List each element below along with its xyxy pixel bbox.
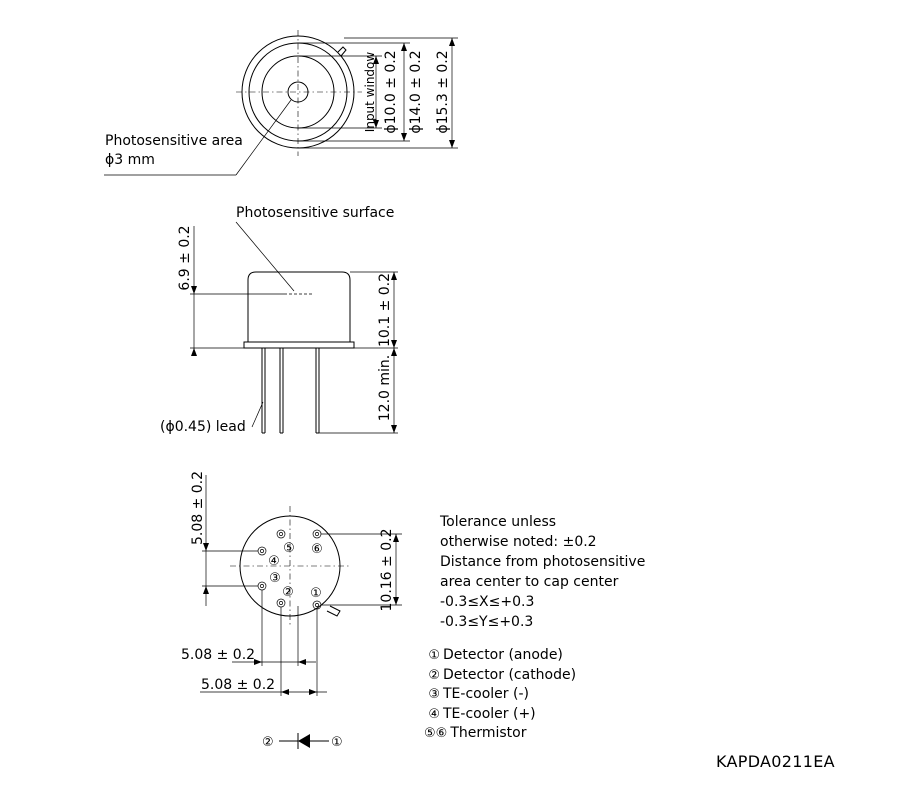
pin-number-6: ⑥ xyxy=(311,542,323,557)
lead-leader xyxy=(252,402,263,427)
dim-lead-length-text: 12.0 min. xyxy=(377,354,393,422)
pin-number-1: ① xyxy=(310,586,322,601)
leads xyxy=(262,348,319,433)
pin-number-3: ③ xyxy=(269,571,281,586)
photosensitive-area-size: ϕ3 mm xyxy=(105,152,155,168)
pin-legend-label: Detector (anode) xyxy=(443,647,563,663)
pin-legend-item xyxy=(424,646,576,666)
dim-height-text: 10.1 ± 0.2 xyxy=(377,272,393,348)
pin-number-4: ④ xyxy=(268,554,280,569)
side-view xyxy=(160,205,398,435)
area-leader xyxy=(236,100,291,175)
surface-leader xyxy=(236,222,294,291)
pin-legend-number: ② xyxy=(428,667,440,683)
pin-legend-number: ④ xyxy=(428,706,440,722)
dim-horizontal-1-text: 5.08 ± 0.2 xyxy=(181,647,256,663)
top-view xyxy=(104,30,458,175)
pin-number-2: ② xyxy=(282,585,294,600)
pin-legend-item xyxy=(424,724,576,744)
dim-window-text: ϕ10.0 ± 0.2 xyxy=(383,50,399,134)
symbol-right-pin: ① xyxy=(331,735,343,750)
cap-body xyxy=(248,272,350,342)
photosensitive-area-label: Photosensitive area xyxy=(105,133,243,149)
note-line: -0.3≤Y≤+0.3 xyxy=(440,614,534,630)
dim-flange-text: ϕ15.3 ± 0.2 xyxy=(435,50,451,134)
tolerance-notes xyxy=(440,512,645,632)
pin-legend-label: Detector (cathode) xyxy=(443,666,577,683)
dim-vertical-left-text: 5.08 ± 0.2 xyxy=(190,470,206,546)
pin-legend-number: ⑤⑥ xyxy=(424,726,448,741)
note-line: Distance from photosensitive xyxy=(440,554,646,570)
dim-surface-text: 6.9 ± 0.2 xyxy=(177,225,193,291)
pin-legend-label: TE-cooler (-) xyxy=(443,686,529,702)
note-line: Tolerance unless xyxy=(440,514,557,530)
pin-legend-label: Thermistor xyxy=(450,725,527,741)
pin-legend-item xyxy=(424,705,576,725)
pin-legend-number: ① xyxy=(428,648,440,663)
note-line: otherwise noted: ±0.2 xyxy=(440,534,597,550)
dim-horizontal-2-text: 5.08 ± 0.2 xyxy=(201,677,276,693)
pin-legend xyxy=(424,646,576,744)
diode-symbol xyxy=(262,733,343,750)
bottom-view xyxy=(181,471,402,696)
note-line: -0.3≤X≤+0.3 xyxy=(440,594,535,610)
pin-legend-item xyxy=(424,685,576,705)
note-line: area center to cap center xyxy=(440,574,619,590)
lead-label: (ϕ0.45) lead xyxy=(160,419,246,435)
input-window-label: Input window xyxy=(363,51,377,133)
flange-body xyxy=(244,342,354,348)
pin-legend-label: TE-cooler (+) xyxy=(443,705,536,722)
pin-legend-number: ③ xyxy=(428,687,440,702)
pin-legend-item xyxy=(424,666,576,686)
pin-number-5: ⑤ xyxy=(283,541,295,556)
diode-triangle xyxy=(298,734,310,748)
drawing-code: KAPDA0211EA xyxy=(716,752,835,771)
photosensitive-surface-label: Photosensitive surface xyxy=(236,205,395,221)
dim-vertical-right-text: 10.16 ± 0.2 xyxy=(379,528,395,612)
dim-cap-text: ϕ14.0 ± 0.2 xyxy=(408,50,424,134)
symbol-left-pin: ② xyxy=(262,735,274,750)
bottom-tab xyxy=(327,606,340,616)
